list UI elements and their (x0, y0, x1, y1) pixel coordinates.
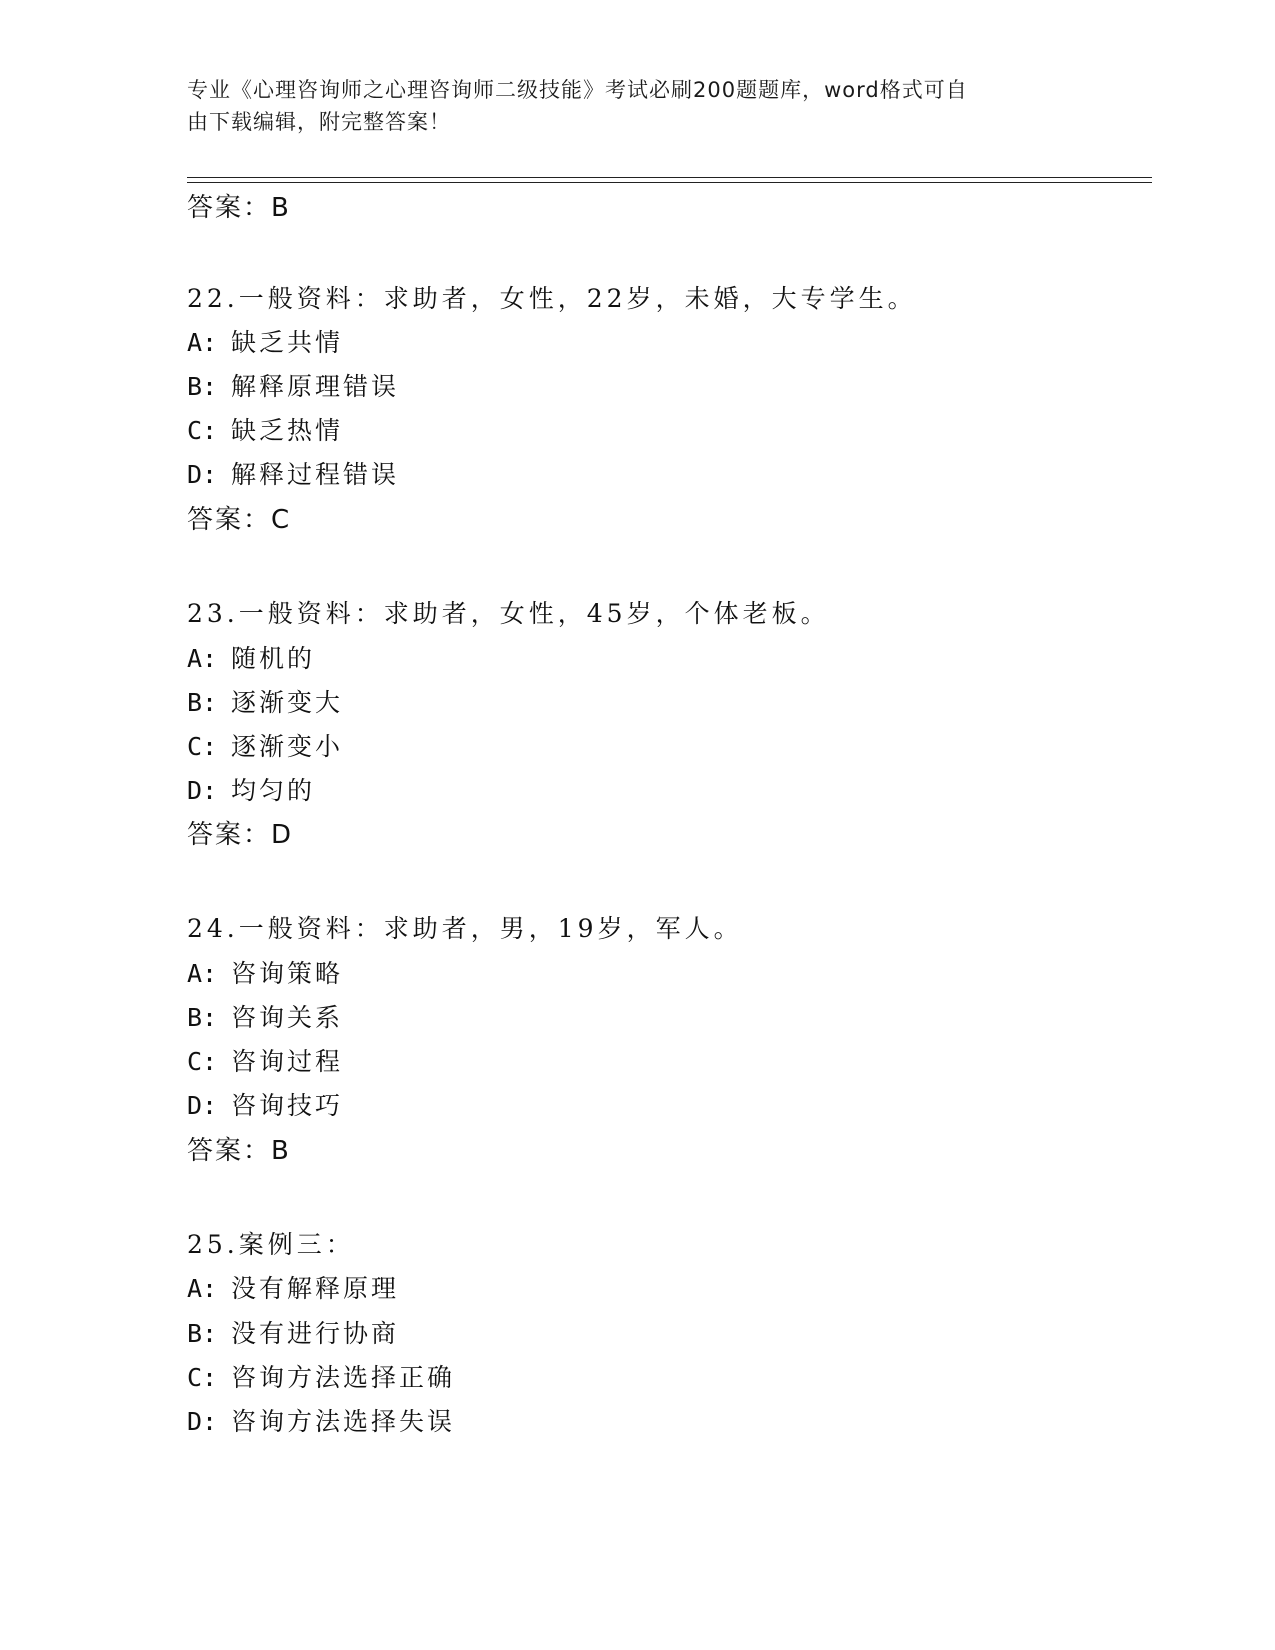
document-header (187, 74, 1077, 138)
option-key: B: (187, 1319, 218, 1348)
option-key: A: (187, 959, 218, 988)
question-24-answer: 答案：B (187, 1136, 291, 1166)
header-line-1: 专业《心理咨询师之心理咨询师二级技能》考试必刷200题题库，word格式可自 (187, 78, 968, 102)
option-text: 咨询技巧 (231, 1091, 344, 1120)
question-22-answer: 答案：C (187, 505, 292, 535)
question-25-option-a (187, 1273, 399, 1305)
option-text: 逐渐变小 (231, 732, 344, 761)
option-text: 没有进行协商 (231, 1319, 400, 1348)
question-25-option-d (187, 1406, 455, 1438)
option-text: 缺乏热情 (231, 416, 344, 445)
option-key: D: (187, 1091, 218, 1120)
question-24-option-c (187, 1046, 343, 1078)
question-22-option-a (187, 327, 343, 359)
option-key: B: (187, 372, 218, 401)
header-divider-top (187, 177, 1152, 178)
question-24-option-b (187, 1002, 343, 1034)
option-key: B: (187, 1003, 218, 1032)
option-text: 解释过程错误 (231, 460, 400, 489)
option-key: D: (187, 1407, 218, 1436)
option-text: 缺乏共情 (231, 328, 344, 357)
option-text: 咨询方法选择正确 (231, 1363, 456, 1392)
option-text: 咨询过程 (231, 1047, 344, 1076)
option-key: A: (187, 1274, 218, 1303)
question-23-option-b (187, 687, 343, 719)
option-key: D: (187, 776, 218, 805)
question-23-option-d (187, 775, 315, 807)
option-key: C: (187, 732, 218, 761)
question-25-option-b (187, 1318, 399, 1350)
option-key: C: (187, 1363, 218, 1392)
option-text: 随机的 (231, 644, 316, 673)
question-25-stem: 25.案例三： (187, 1230, 355, 1259)
question-22-stem: 22.一般资料：求助者，女性，22岁，未婚，大专学生。 (187, 284, 917, 313)
question-24-stem: 24.一般资料：求助者，男，19岁，军人。 (187, 914, 743, 943)
option-text: 咨询关系 (231, 1003, 344, 1032)
option-key: A: (187, 644, 218, 673)
option-text: 解释原理错误 (231, 372, 400, 401)
question-22-option-c (187, 415, 343, 447)
option-text: 没有解释原理 (231, 1274, 400, 1303)
question-24-option-d (187, 1090, 343, 1122)
option-text: 咨询方法选择失误 (231, 1407, 456, 1436)
option-text: 均匀的 (231, 776, 316, 805)
question-23-stem: 23.一般资料：求助者，女性，45岁，个体老板。 (187, 599, 830, 628)
option-key: C: (187, 416, 218, 445)
question-25-option-c (187, 1362, 455, 1394)
question-23-option-c (187, 731, 343, 763)
option-key: C: (187, 1047, 218, 1076)
question-22-option-b (187, 371, 399, 403)
option-key: D: (187, 460, 218, 489)
header-line-2: 由下载编辑，附完整答案！ (187, 110, 451, 134)
option-text: 逐渐变大 (231, 688, 344, 717)
option-key: B: (187, 688, 218, 717)
option-key: A: (187, 328, 218, 357)
question-23-answer: 答案：D (187, 820, 294, 850)
previous-answer: 答案：B (187, 193, 291, 223)
header-divider-bottom (187, 182, 1152, 183)
question-23-option-a (187, 643, 315, 675)
option-text: 咨询策略 (231, 959, 344, 988)
question-22-option-d (187, 459, 399, 491)
question-24-option-a (187, 958, 343, 990)
